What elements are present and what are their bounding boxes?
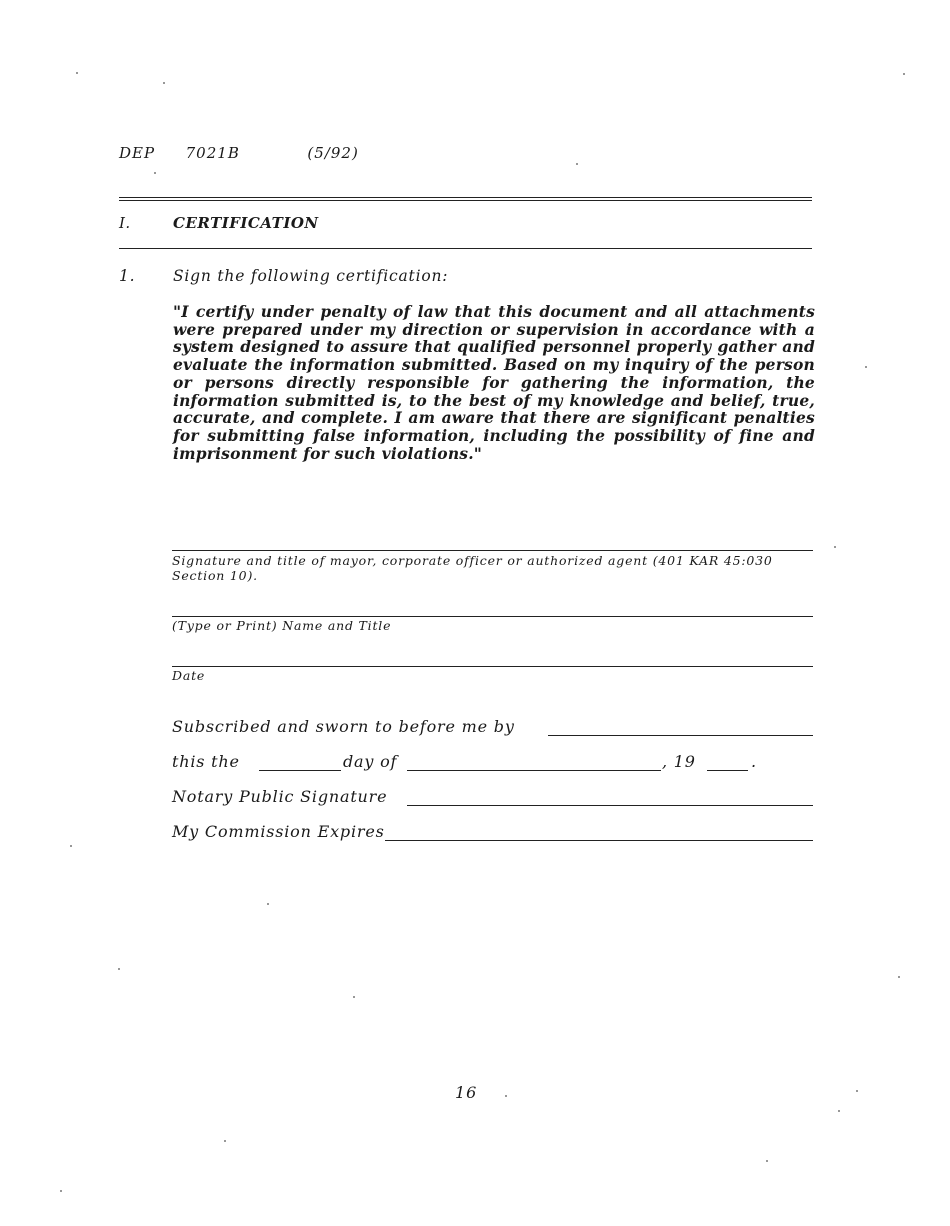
section-title: CERTIFICATION xyxy=(173,214,319,232)
signature-label: Signature and title of mayor, corporate officer or authorized agent (401 KAR 45:030 Section 10). xyxy=(172,553,773,583)
form-header xyxy=(119,144,359,162)
top-divider-1 xyxy=(119,197,812,198)
certification-statement: "I certify under penalty of law that this document and all attachments were prepared under my direction or supervision in accordance with a system designed to assure that qualified personnel properly gather and evaluate the information submitted. Based on my inquiry of the person or persons directly responsible for gathering the information, the information submitted is, to the best of my knowledge and belief, true, accurate, and complete. I am aware that there are significant penalties for submitting false information, including the possibility of fine and imprisonment for such violations." xyxy=(173,302,815,463)
top-divider-1b xyxy=(119,200,812,201)
scan-speck xyxy=(353,996,355,998)
scan-speck xyxy=(576,163,578,165)
scan-speck xyxy=(898,976,900,978)
notary-signature-line[interactable] xyxy=(407,805,813,806)
name-title-label: (Type or Print) Name and Title xyxy=(172,618,392,633)
section-heading xyxy=(119,214,319,232)
scan-speck xyxy=(163,82,165,84)
scan-speck xyxy=(76,72,78,74)
scan-speck xyxy=(903,73,905,75)
scan-speck xyxy=(154,172,156,174)
form-revision: (5/92) xyxy=(307,144,359,162)
year-prefix: , 19 xyxy=(662,752,696,771)
date-line[interactable] xyxy=(172,666,813,667)
notary-signature-label: Notary Public Signature xyxy=(172,787,388,806)
form-code: DEP xyxy=(119,144,156,162)
item-instruction-row xyxy=(119,267,448,285)
scan-speck xyxy=(224,1140,226,1142)
scan-speck xyxy=(267,903,269,905)
scan-speck xyxy=(766,1160,768,1162)
form-number: 7021B xyxy=(185,144,240,162)
scan-speck xyxy=(856,1090,858,1092)
scan-speck xyxy=(865,366,867,368)
this-the-label: this the xyxy=(172,752,240,771)
subscribed-by-line[interactable] xyxy=(548,735,813,736)
year-period: . xyxy=(751,752,757,771)
scan-speck xyxy=(505,1095,507,1097)
commission-expires-line[interactable] xyxy=(385,840,813,841)
day-of-label: day of xyxy=(343,752,398,771)
section-number: I. xyxy=(119,214,131,232)
date-label: Date xyxy=(172,668,206,683)
month-line[interactable] xyxy=(407,770,661,771)
scan-speck xyxy=(834,546,836,548)
day-line[interactable] xyxy=(259,770,341,771)
item-instruction: Sign the following certification: xyxy=(173,267,449,285)
scan-speck xyxy=(60,1190,62,1192)
scan-speck xyxy=(70,845,72,847)
name-title-line[interactable] xyxy=(172,616,813,617)
signature-line[interactable] xyxy=(172,550,813,551)
scan-speck xyxy=(118,968,120,970)
year-line[interactable] xyxy=(707,770,748,771)
page-number: 16 xyxy=(455,1083,478,1102)
commission-expires-label: My Commission Expires xyxy=(172,822,385,841)
item-number: 1. xyxy=(119,267,136,285)
subscribed-label: Subscribed and sworn to before me by xyxy=(172,717,515,736)
scan-speck xyxy=(838,1110,840,1112)
section-divider xyxy=(119,248,812,249)
